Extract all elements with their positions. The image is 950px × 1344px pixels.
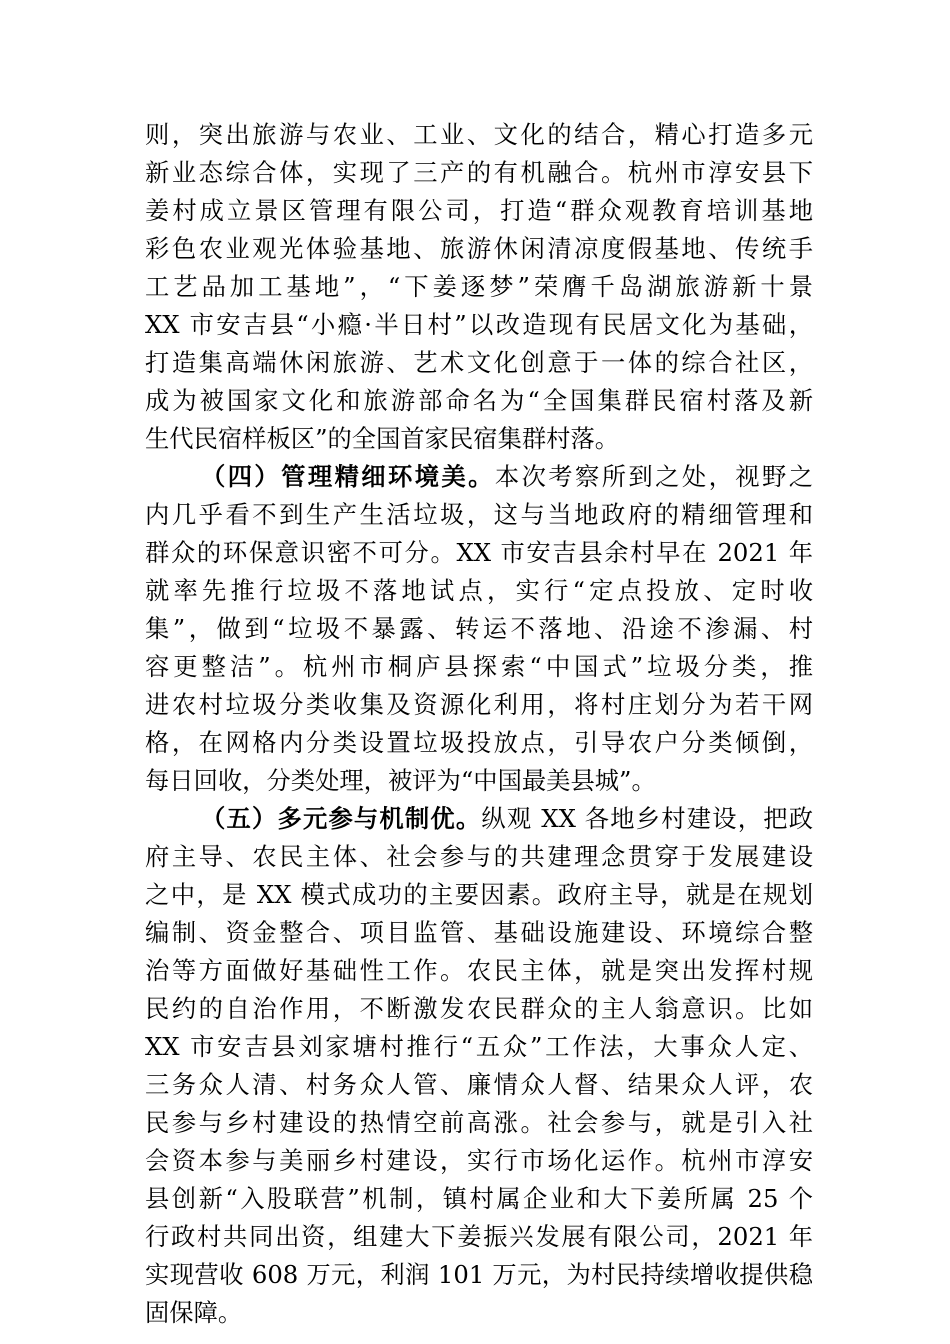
text-line: 工艺品加工基地”，“下姜逐梦”荣膺千岛湖旅游新十景 (145, 272, 813, 301)
text-line: 容更整洁”。杭州市桐庐县探索“中国式”垃圾分类，推 (145, 652, 813, 681)
text-line: 打造集高端休闲旅游、艺术文化创意于一体的综合社区， (145, 348, 813, 377)
document-page (145, 116, 813, 1332)
text-line: 治等方面做好基础性工作。农民主体，就是突出发挥村规 (145, 956, 813, 985)
text-line: 民参与乡村建设的热情空前高涨。社会参与，就是引入社 (145, 1108, 813, 1137)
text-line: 彩色农业观光体验基地、旅游休闲清凉度假基地、传统手 (145, 234, 813, 263)
text-line: 就率先推行垃圾不落地试点，实行“定点投放、定时收 (145, 576, 813, 605)
text-line: 每日回收，分类处理，被评为“中国最美县城”。 (145, 766, 656, 795)
text-line: 则，突出旅游与农业、工业、文化的结合，精心打造多元 (145, 120, 813, 149)
section-heading: （五）多元参与机制优。 (201, 804, 482, 833)
text-line: 县创新“入股联营”机制，镇村属企业和大下姜所属 25 个 (145, 1184, 813, 1213)
paragraph-continuation (145, 116, 813, 458)
text-run: 纵观 XX 各地乡村建设，把政 (481, 804, 814, 833)
text-line: 成为被国家文化和旅游部命名为“全国集群民宿村落及新 (145, 386, 813, 415)
text-line: 会资本参与美丽乡村建设，实行市场化运作。杭州市淳安 (145, 1146, 813, 1175)
text-line: 生代民宿样板区”的全国首家民宿集群村落。 (145, 424, 620, 453)
text-run: 本次考察所到之处，视野之 (494, 462, 814, 491)
text-line: XX 市安吉县“小瘾·半日村”以改造现有民居文化为基础， (145, 310, 813, 339)
text-line: 格，在网格内分类设置垃圾投放点，引导农户分类倾倒， (145, 728, 813, 757)
text-line: 进农村垃圾分类收集及资源化利用，将村庄划分为若干网 (145, 690, 813, 719)
text-line: 集”，做到“垃圾不暴露、转运不落地、沿途不渗漏、村 (145, 614, 813, 643)
paragraph-first-line (145, 800, 813, 838)
text-line: 固保障。 (145, 1298, 243, 1327)
paragraph-participation (145, 800, 813, 1332)
text-line: 三务众人清、村务众人管、廉情众人督、结果众人评，农 (145, 1070, 813, 1099)
text-line: 府主导、农民主体、社会参与的共建理念贯穿于发展建设 (145, 842, 813, 871)
section-heading: （四）管理精细环境美。 (201, 462, 495, 491)
text-line: 民约的自治作用，不断激发农民群众的主人翁意识。比如 (145, 994, 813, 1023)
text-line: 行政村共同出资，组建大下姜振兴发展有限公司，2021 年 (145, 1222, 813, 1251)
text-line: 编制、资金整合、项目监管、基础设施建设、环境综合整 (145, 918, 813, 947)
text-line: 实现营收 608 万元，利润 101 万元，为村民持续增收提供稳 (145, 1260, 813, 1289)
text-line: 新业态综合体，实现了三产的有机融合。杭州市淳安县下 (145, 158, 813, 187)
text-line: 内几乎看不到生产生活垃圾，这与当地政府的精细管理和 (145, 500, 813, 529)
paragraph-management (145, 458, 813, 800)
text-line: 之中，是 XX 模式成功的主要因素。政府主导，就是在规划 (145, 880, 813, 909)
text-line: 群众的环保意识密不可分。XX 市安吉县余村早在 2021 年 (145, 538, 813, 567)
text-line: 姜村成立景区管理有限公司，打造“群众观教育培训基地 (145, 196, 813, 225)
text-line: XX 市安吉县刘家塘村推行“五众”工作法，大事众人定、 (145, 1032, 813, 1061)
paragraph-first-line (145, 458, 813, 496)
